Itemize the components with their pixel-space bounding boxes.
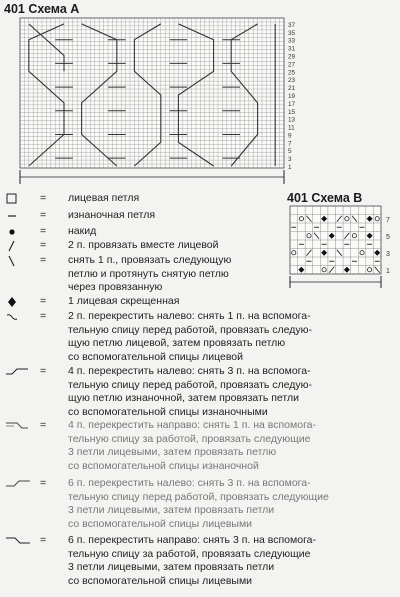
legend-description bbox=[68, 225, 368, 239]
legend-description-line: 4 п. перекрестить направо: снять 1 п. на вспомога- bbox=[68, 419, 317, 431]
legend-description-line: 3 петли лицевыми, затем провязать петлю bbox=[68, 446, 277, 459]
chart-a-row-number: 23 bbox=[288, 77, 296, 85]
chart-a-title: 401 Схема А bbox=[4, 2, 80, 16]
yarn-over-symbol bbox=[368, 268, 372, 272]
chart-a-row-number: 25 bbox=[288, 69, 296, 77]
dot-icon bbox=[4, 225, 30, 237]
legend-description-line: 1 лицевая скрещенная bbox=[68, 295, 180, 307]
legend-equals: = bbox=[40, 254, 47, 266]
legend-description-line: накид bbox=[68, 225, 97, 237]
slash-left-icon bbox=[4, 254, 30, 266]
legend-description-line: тельную спицу перед работой, провязать следую- bbox=[68, 378, 313, 391]
chart-b-row-number: 1 bbox=[386, 267, 390, 275]
chart-a-row-number: 31 bbox=[288, 45, 296, 53]
legend-description-line: щую петлю изнаночной, затем провязать петли bbox=[68, 392, 299, 405]
cross-4-right-icon bbox=[4, 419, 30, 431]
legend-equals: = bbox=[40, 419, 47, 431]
legend-equals: = bbox=[40, 310, 47, 322]
chart-a-row-number: 21 bbox=[288, 85, 296, 93]
legend-description bbox=[68, 209, 368, 223]
chart-a-row-number: 9 bbox=[288, 132, 292, 140]
dash-icon bbox=[4, 209, 30, 221]
chart-a-row-number: 27 bbox=[288, 61, 296, 69]
legend-equals: = bbox=[40, 365, 47, 377]
legend-description-line: тельную спицу за работой, провязать следующие bbox=[68, 547, 311, 560]
legend-description bbox=[68, 534, 368, 589]
ssk-symbol bbox=[375, 267, 380, 273]
legend-description bbox=[68, 419, 368, 474]
legend-equals: = bbox=[40, 192, 47, 204]
cross-6-left-icon bbox=[4, 477, 30, 489]
chart-b-row-number: 3 bbox=[386, 250, 390, 258]
legend-description-line: изнаночная петля bbox=[68, 209, 156, 221]
legend-description-line: лицевая петля bbox=[68, 192, 140, 204]
legend-description-line: 3 петли лицевыми, затем провязать петли bbox=[68, 504, 275, 517]
legend-description-line: петлю и протянуть снятую петлю bbox=[68, 267, 229, 280]
cross-4-left-icon bbox=[4, 365, 30, 377]
legend-description-line: тельную спицу перед работой, провязать следующие bbox=[68, 490, 329, 503]
legend-description-line: со вспомогательной спицы лицевыми bbox=[68, 518, 253, 531]
yarn-over-symbol bbox=[375, 217, 379, 221]
chart-a-row-number: 29 bbox=[288, 53, 296, 61]
chart-b-row-number: 5 bbox=[386, 233, 390, 241]
chart-a-row-number: 37 bbox=[288, 21, 296, 29]
chart-a-row-number: 11 bbox=[288, 124, 295, 132]
chart-a-row-number: 3 bbox=[288, 156, 292, 164]
legend-description-line: снять 1 п., провязать следующую bbox=[68, 254, 232, 266]
legend-description bbox=[68, 239, 368, 253]
chart-a-row-number: 33 bbox=[288, 37, 296, 45]
chart-a-row-number: 15 bbox=[288, 108, 296, 116]
chart-a-row-number: 19 bbox=[288, 92, 296, 100]
legend-description bbox=[68, 254, 368, 295]
legend-description bbox=[68, 310, 368, 365]
legend-description bbox=[68, 295, 368, 309]
diamond-icon bbox=[4, 295, 30, 307]
chart-b-title: 401 Схема В bbox=[287, 191, 363, 205]
legend-equals: = bbox=[40, 239, 47, 251]
legend-description-line: тельную спицу перед работой, провязать следую- bbox=[68, 323, 313, 336]
chart-a-row-number: 7 bbox=[288, 140, 292, 148]
legend-equals: = bbox=[40, 295, 47, 307]
legend-description-line: 6 п. перекрестить налево: снять 3 п. на вспомога- bbox=[68, 477, 311, 489]
legend-description-line: 6 п. перекрестить направо: снять 3 п. на вспомога- bbox=[68, 534, 317, 546]
chart-a-row-number: 13 bbox=[288, 116, 296, 124]
legend-description bbox=[68, 365, 368, 420]
legend-description-line: со вспомогательной спицы изнаночными bbox=[68, 406, 268, 419]
legend-description-line: 4 п. перекрестить налево: снять 3 п. на вспомога- bbox=[68, 365, 311, 377]
legend-equals: = bbox=[40, 209, 47, 221]
legend-description-line: через провязанную bbox=[68, 281, 163, 294]
legend-description-line: тельную спицу за работой, провязать следующие bbox=[68, 432, 311, 445]
chart-b-row-number: 7 bbox=[386, 216, 390, 224]
empty-square-icon bbox=[4, 192, 30, 204]
legend-equals: = bbox=[40, 534, 47, 546]
cross-6-right-icon bbox=[4, 534, 30, 546]
legend-description bbox=[68, 477, 368, 532]
chart-a-row-number: 1 bbox=[288, 164, 292, 172]
slash-right-icon bbox=[4, 239, 30, 251]
chart-a-grid bbox=[0, 0, 400, 190]
legend-description-line: со вспомогательной спицы лицевыми bbox=[68, 575, 253, 588]
chart-a-row-number: 35 bbox=[288, 29, 296, 37]
legend-description-line: со вспомогательной спицы изнаночной bbox=[68, 460, 259, 473]
legend-equals: = bbox=[40, 225, 47, 237]
legend-description bbox=[68, 192, 368, 206]
chart-a-row-number: 5 bbox=[288, 148, 292, 156]
legend-description-line: 3 петли лицевыми, затем провязать петли bbox=[68, 561, 275, 574]
legend-description-line: 2 п. перекрестить налево: снять 1 п. на вспомога- bbox=[68, 310, 311, 322]
legend-description-line: щую петлю лицевой, затем провязать петлю bbox=[68, 337, 286, 350]
twisted-knit-symbol bbox=[374, 250, 380, 256]
cross-2-left-icon bbox=[4, 310, 30, 322]
legend-equals: = bbox=[40, 477, 47, 489]
legend-description-line: со вспомогательной спицы лицевой bbox=[68, 351, 243, 364]
chart-a-row-number: 17 bbox=[288, 100, 296, 108]
legend-description-line: 2 п. провязать вместе лицевой bbox=[68, 239, 219, 251]
